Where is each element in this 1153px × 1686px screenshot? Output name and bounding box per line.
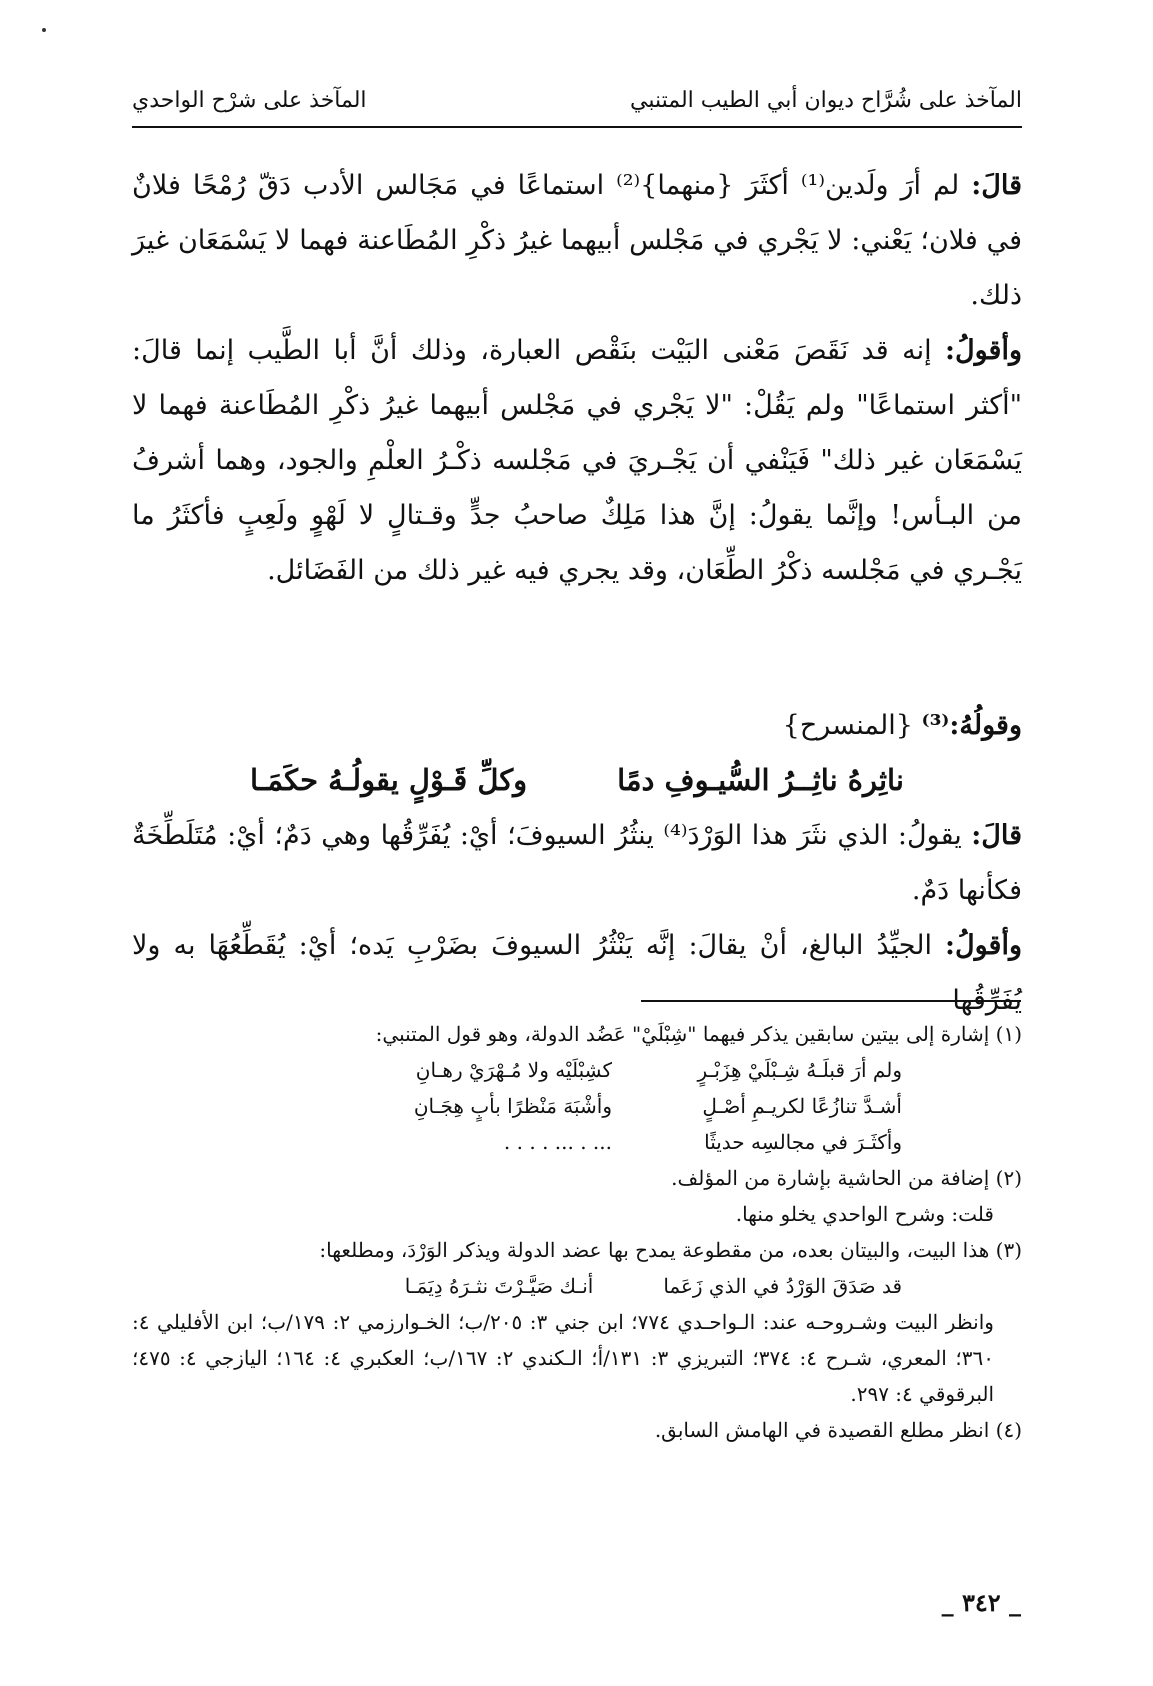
- verse-second-hemistich: وكلِّ قَـوْلٍ يقولُـهُ حكَمَـا: [250, 763, 528, 797]
- lead-word: وأقولُ:: [945, 930, 1022, 961]
- footnote-3-references: وانظر البيت وشـروحـه عند: الـواحـدي ٧٧٤؛ ابن جني ٣: ٢٠٥/ب؛ الخـوارزمي ٢: ١٧٩/ب؛ ابن الأفليلي ٤: ٣٦٠؛ المعري، شـرح ٤: ٣٧٤؛ التبريزي ٣: ١٣١/أ؛ الـكندي ٢: ١٦٧/ب؛ العكبري ٤: ١٦٤؛ اليازجي ٤: ٤٧٥؛ البرقوقي ٤: ٢٩٧.: [132, 1310, 994, 1406]
- paragraph-qala-2: [132, 808, 1022, 918]
- running-header: [132, 78, 1022, 128]
- footnote-4: (٤) انظر مطلع القصيدة في الهامش السابق.: [654, 1418, 1022, 1442]
- footnote-3-verse: [132, 1268, 1022, 1304]
- footnote-verse-3: [132, 1124, 1022, 1160]
- footnote-3: (٣) هذا البيت، والبيتان بعده، من مقطوعة يمدح بها عضد الدولة ويذكر الوَرْدَ، ومطلعها:: [319, 1238, 1022, 1262]
- header-rule: [132, 126, 1022, 128]
- section-gap: [132, 598, 1022, 698]
- footnote-verse-2: [132, 1088, 1022, 1124]
- header-book-title: المآخذ على شُرَّاح ديوان أبي الطيب المتنبي: [630, 88, 1022, 113]
- paragraph-aqulu-1: [132, 323, 1022, 598]
- page-number: _ ٣٤٢ _: [941, 1588, 1021, 1617]
- paragraph-qala-1: [132, 158, 1022, 323]
- paragraph-aqulu-2: [132, 918, 1022, 1028]
- footnote-verse-hemistich: وأشْبَهَ مَنْظرًا بأبٍ هِجَـانِ: [413, 1094, 612, 1118]
- lead-word: قالَ:: [971, 820, 1023, 851]
- paragraph-text: لم أرَ ولَدين⁽¹⁾ أكثَرَ {منهما}⁽²⁾ استماعًا في مَجَالس الأدب دَقّ رُمْحًا فلانٌ في فلان؛ يَعْني: لا يَجْري في مَجْلس أبيهما غيرُ ذكْرِ المُطَاعنة فهما لا يَسْمَعَان غيرَ ذلك.: [132, 170, 1022, 311]
- verse-intro: [132, 698, 1022, 753]
- footnote-2: (٢) إضافة من الحاشية بإشارة من المؤلف.: [671, 1166, 1022, 1190]
- lead-word: قالَ:: [971, 170, 1022, 201]
- paragraph-text: الجيِّدُ البالغ، أنْ يقالَ: إنَّه يَنْثُرُ السيوفَ بضَرْبِ يَده؛ أيْ: يُقَطِّعُهَا به ولا يُفَرِّقُها: [132, 930, 1022, 1016]
- footnote-verse-hemistich: ولم أرَ قبلَـهُ شِـبْلَيْ هِزَبْـرٍ: [697, 1058, 902, 1082]
- footnotes: [132, 1016, 1022, 1448]
- footnote-rule: [641, 1000, 1021, 1002]
- footnote-verse-hemistich: أشـدَّ تنازُعًا لكريـمِ أصْـلٍ: [702, 1094, 902, 1118]
- paragraph-text: يقولُ: الذي نثَرَ هذا الوَرْدَ⁽⁴⁾ ينثُرُ السيوفَ؛ أيْ: يُفَرِّقُها وهي دَمٌ؛ أيْ: مُتَلَطِّخَةٌ فكأنها دَمٌ.: [132, 820, 1022, 906]
- scan-speck: [42, 28, 46, 32]
- header-section-title: المآخذ على شرْح الواحدي: [132, 88, 367, 113]
- paragraph-text: إنه قد نَقَصَ مَعْنى البَيْت بنَقْص العبارة، وذلك أنَّ أبا الطَّيب إنما قالَ: "أكثر استماعًا" ولم يَقُلْ: "لا يَجْري في مَجْلس أبيهما غيرُ ذكْرِ المُطَاعنة فهما لا يَسْمَعَان غير ذلك" فَيَنْفي أن يَجْـريَ في مَجْلسه ذكْـرُ العلْمِ والجود، وهما أشرفُ من البـأس! وإنَّما يقولُ: إنَّ هذا مَلِكٌ صاحبُ جدٍّ وقـتالٍ لا لَهْوٍ ولَعِبٍ فأكثَرُ ما يَجْـري في مَجْلسه ذكْرُ الطِّعَان، وقد يجري فيه غير ذلك من الفَضَائل.: [132, 335, 1022, 586]
- verse-meter: {المنسرح}: [782, 710, 913, 741]
- footnote-verse-hemistich: وأكثَـرَ في مجالسِه حديثًا: [704, 1130, 902, 1154]
- footnote-verse-hemistich: أنـك صَيَّـرْتَ نثـرَهُ دِيَمَـا: [404, 1274, 594, 1298]
- footnote-verse-hemistich: قد صَدَقَ الوَرْدُ في الذي زَعَما: [663, 1274, 902, 1298]
- main-text: [132, 158, 1022, 1028]
- lead-word: وأقولُ:: [945, 335, 1022, 366]
- footnote-verse-1: [132, 1052, 1022, 1088]
- poem-verse: [132, 753, 1022, 808]
- footnote-verse-hemistich: ... . ... . . . .: [503, 1130, 612, 1154]
- footnote-2-note: قلت: وشرح الواحدي يخلو منها.: [735, 1202, 994, 1226]
- footnote-verse-hemistich: كشِبْلَيْه ولا مُـهْرَيْ رهـانِ: [415, 1058, 612, 1082]
- verse-first-hemistich: ناثِرهُ ناثِــرُ السُّيـوفِ دمًا: [617, 763, 904, 797]
- footnote-1: (١) إشارة إلى بيتين سابقين يذكر فيهما "شِبْلَيْ" عَضُد الدولة، وهو قول المتنبي:: [375, 1022, 1022, 1046]
- lead-word: وقولُهُ:⁽³⁾: [921, 710, 1022, 741]
